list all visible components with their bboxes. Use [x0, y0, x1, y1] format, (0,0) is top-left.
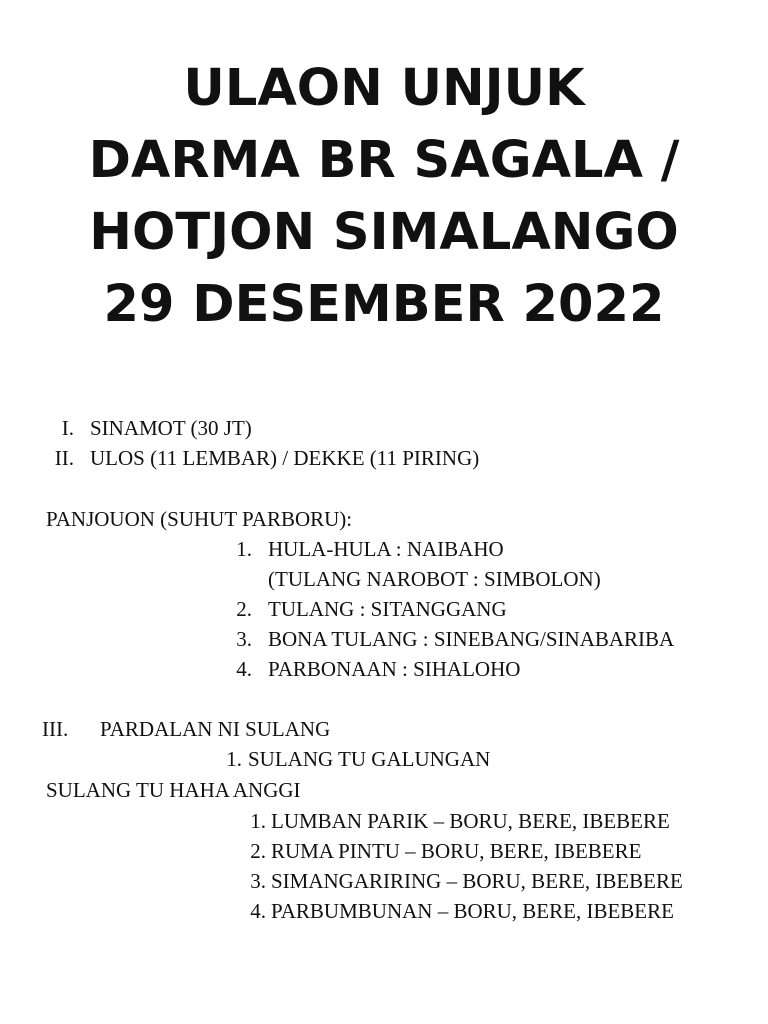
- list-number: 1.: [250, 809, 266, 833]
- list-item: SINAMOT (30 JT): [90, 416, 252, 440]
- list-number: 1.: [226, 747, 242, 771]
- document-title: [0, 53, 768, 341]
- title-line-4: 29 DESEMBER 2022: [103, 275, 665, 334]
- panjouon-heading: PANJOUON (SUHUT PARBORU):: [46, 507, 353, 531]
- list-item: BONA TULANG : SINEBANG/SINABARIBA: [268, 627, 675, 651]
- list-number: III.: [42, 717, 69, 741]
- list-item: SIMANGARIRING – BORU, BERE, IBEBERE: [271, 869, 683, 893]
- list-item: ULOS (11 LEMBAR) / DEKKE (11 PIRING): [90, 446, 480, 470]
- list-number: 3.: [250, 869, 266, 893]
- list-number: 1.: [236, 537, 252, 561]
- section-3-heading: PARDALAN NI SULANG: [100, 717, 331, 741]
- title-line-3: HOTJON SIMALANGO: [89, 203, 679, 262]
- list-item: TULANG : SITANGGANG: [268, 597, 507, 621]
- title-line-1: ULAON UNJUK: [183, 59, 585, 118]
- list-item: PARBUMBUNAN – BORU, BERE, IBEBERE: [271, 899, 674, 923]
- list-number: 4.: [236, 657, 252, 681]
- list-number: 3.: [236, 627, 252, 651]
- list-number: I.: [61, 416, 74, 440]
- list-number: 4.: [250, 899, 266, 923]
- haha-anggi-heading: SULANG TU HAHA ANGGI: [46, 778, 301, 802]
- title-line-2: DARMA BR SAGALA /: [88, 131, 680, 190]
- list-item: HULA-HULA : NAIBAHO: [268, 537, 504, 561]
- list-item: RUMA PINTU – BORU, BERE, IBEBERE: [271, 839, 642, 863]
- list-item: SULANG TU GALUNGAN: [248, 747, 491, 771]
- list-number: 2.: [236, 597, 252, 621]
- list-number: II.: [54, 446, 74, 470]
- list-item: PARBONAAN : SIHALOHO: [268, 657, 521, 681]
- list-item: (TULANG NAROBOT : SIMBOLON): [268, 567, 601, 591]
- list-number: 2.: [250, 839, 266, 863]
- list-item: LUMBAN PARIK – BORU, BERE, IBEBERE: [271, 809, 670, 833]
